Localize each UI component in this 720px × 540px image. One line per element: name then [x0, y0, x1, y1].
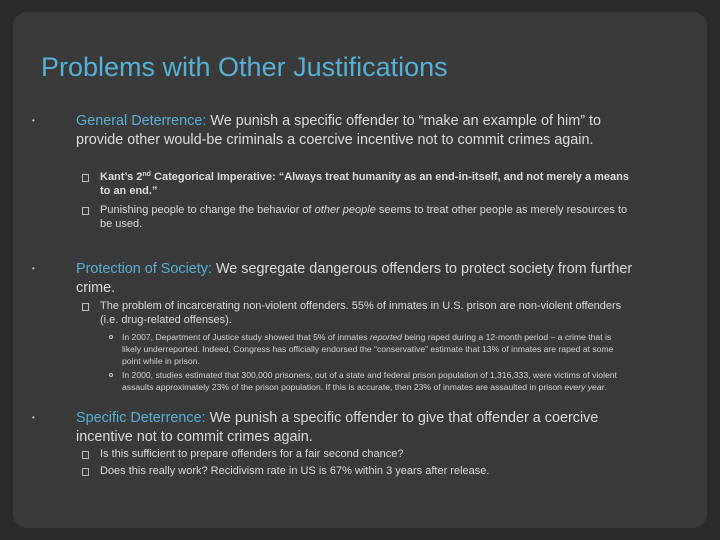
- bullet-label: Protection of Society:: [76, 261, 212, 277]
- bullet-text: We segregate dangerous offenders to protect society from further crime.: [76, 261, 633, 296]
- checkbox-bullet-icon: [82, 207, 89, 215]
- subbullet-recidivism: [100, 465, 640, 479]
- bullet-label: Specific Deterrence:: [76, 410, 206, 426]
- circle-bullet-icon: [109, 335, 113, 339]
- checkbox-bullet-icon: [82, 468, 89, 476]
- bullet-dot-icon: •: [32, 413, 35, 422]
- slide-title: Problems with Other Justifications: [41, 52, 448, 82]
- checkbox-bullet-icon: [82, 303, 89, 311]
- checkbox-bullet-icon: [82, 174, 89, 182]
- superscript: nd: [142, 171, 151, 178]
- bullet-text: We punish a specific offender to “make an example of him” to provide other would-be criminals a coercive incentive not to commit crimes again.: [76, 113, 602, 148]
- subbullet-text: Does this really work? Recidivism rate in US is 67% within 3 years after release.: [100, 465, 490, 477]
- bullet-protection-of-society: [32, 260, 636, 297]
- subsubbullet-2000-study: [122, 369, 618, 393]
- subbullet-kant: [100, 171, 640, 198]
- subbullet-text-post: Categorical Imperative: “Always treat humanity as an end-in-itself, and not merely a means to an end.”: [100, 171, 629, 197]
- subsub-text-pre: In 2007, Department of Justice study showed that 5% of inmates: [122, 332, 370, 342]
- bullet-text: We punish a specific offender to give that offender a coercive incentive not to commit crimes again.: [76, 410, 599, 445]
- subbullet-text: Is this sufficient to prepare offenders for a fair second chance?: [100, 448, 404, 460]
- subbullet-punishing: [100, 204, 640, 231]
- subsub-text-post: .: [604, 382, 607, 392]
- bullet-dot-icon: •: [32, 116, 35, 125]
- subbullet-text: The problem of incarcerating non-violent offenders. 55% of inmates in U.S. prison are non-violent offenders (i.e. drug-related offenses).: [100, 300, 622, 326]
- subsub-emphasis: every year: [564, 382, 605, 392]
- bullet-specific-deterrence: [32, 409, 636, 446]
- subsub-text-pre: In 2000, studies estimated that 300,000 prisoners, out of a state and federal prison population of 1,316,333, were victims of violent assaults approximately 23% of the prison population. If this is accurate, then 23% of inmates are assaulted in prison: [122, 370, 617, 392]
- subsub-emphasis: reported: [369, 332, 402, 342]
- circle-bullet-icon: [109, 373, 113, 377]
- subsub-text-post: being raped during a 12-month period – a crime that is likely underreported. Indeed, Congress has officially endorsed the “conservative” estimate that 13% of inmates are raped at some point while in prison.: [122, 332, 614, 366]
- subbullet-text-pre: Kant’s 2: [100, 171, 143, 183]
- subbullet-emphasis: other people: [314, 204, 376, 216]
- bullet-dot-icon: •: [32, 264, 35, 273]
- subbullet-text-pre: Punishing people to change the behavior of: [100, 204, 315, 216]
- subbullet-second-chance: [100, 448, 640, 462]
- subbullet-non-violent: [100, 300, 640, 327]
- subsubbullet-2007-study: [122, 331, 618, 367]
- bullet-label: General Deterrence:: [76, 113, 207, 129]
- subbullet-text-post: seems to treat other people as merely resources to be used.: [100, 204, 628, 230]
- bullet-general-deterrence: [32, 112, 636, 149]
- checkbox-bullet-icon: [82, 451, 89, 459]
